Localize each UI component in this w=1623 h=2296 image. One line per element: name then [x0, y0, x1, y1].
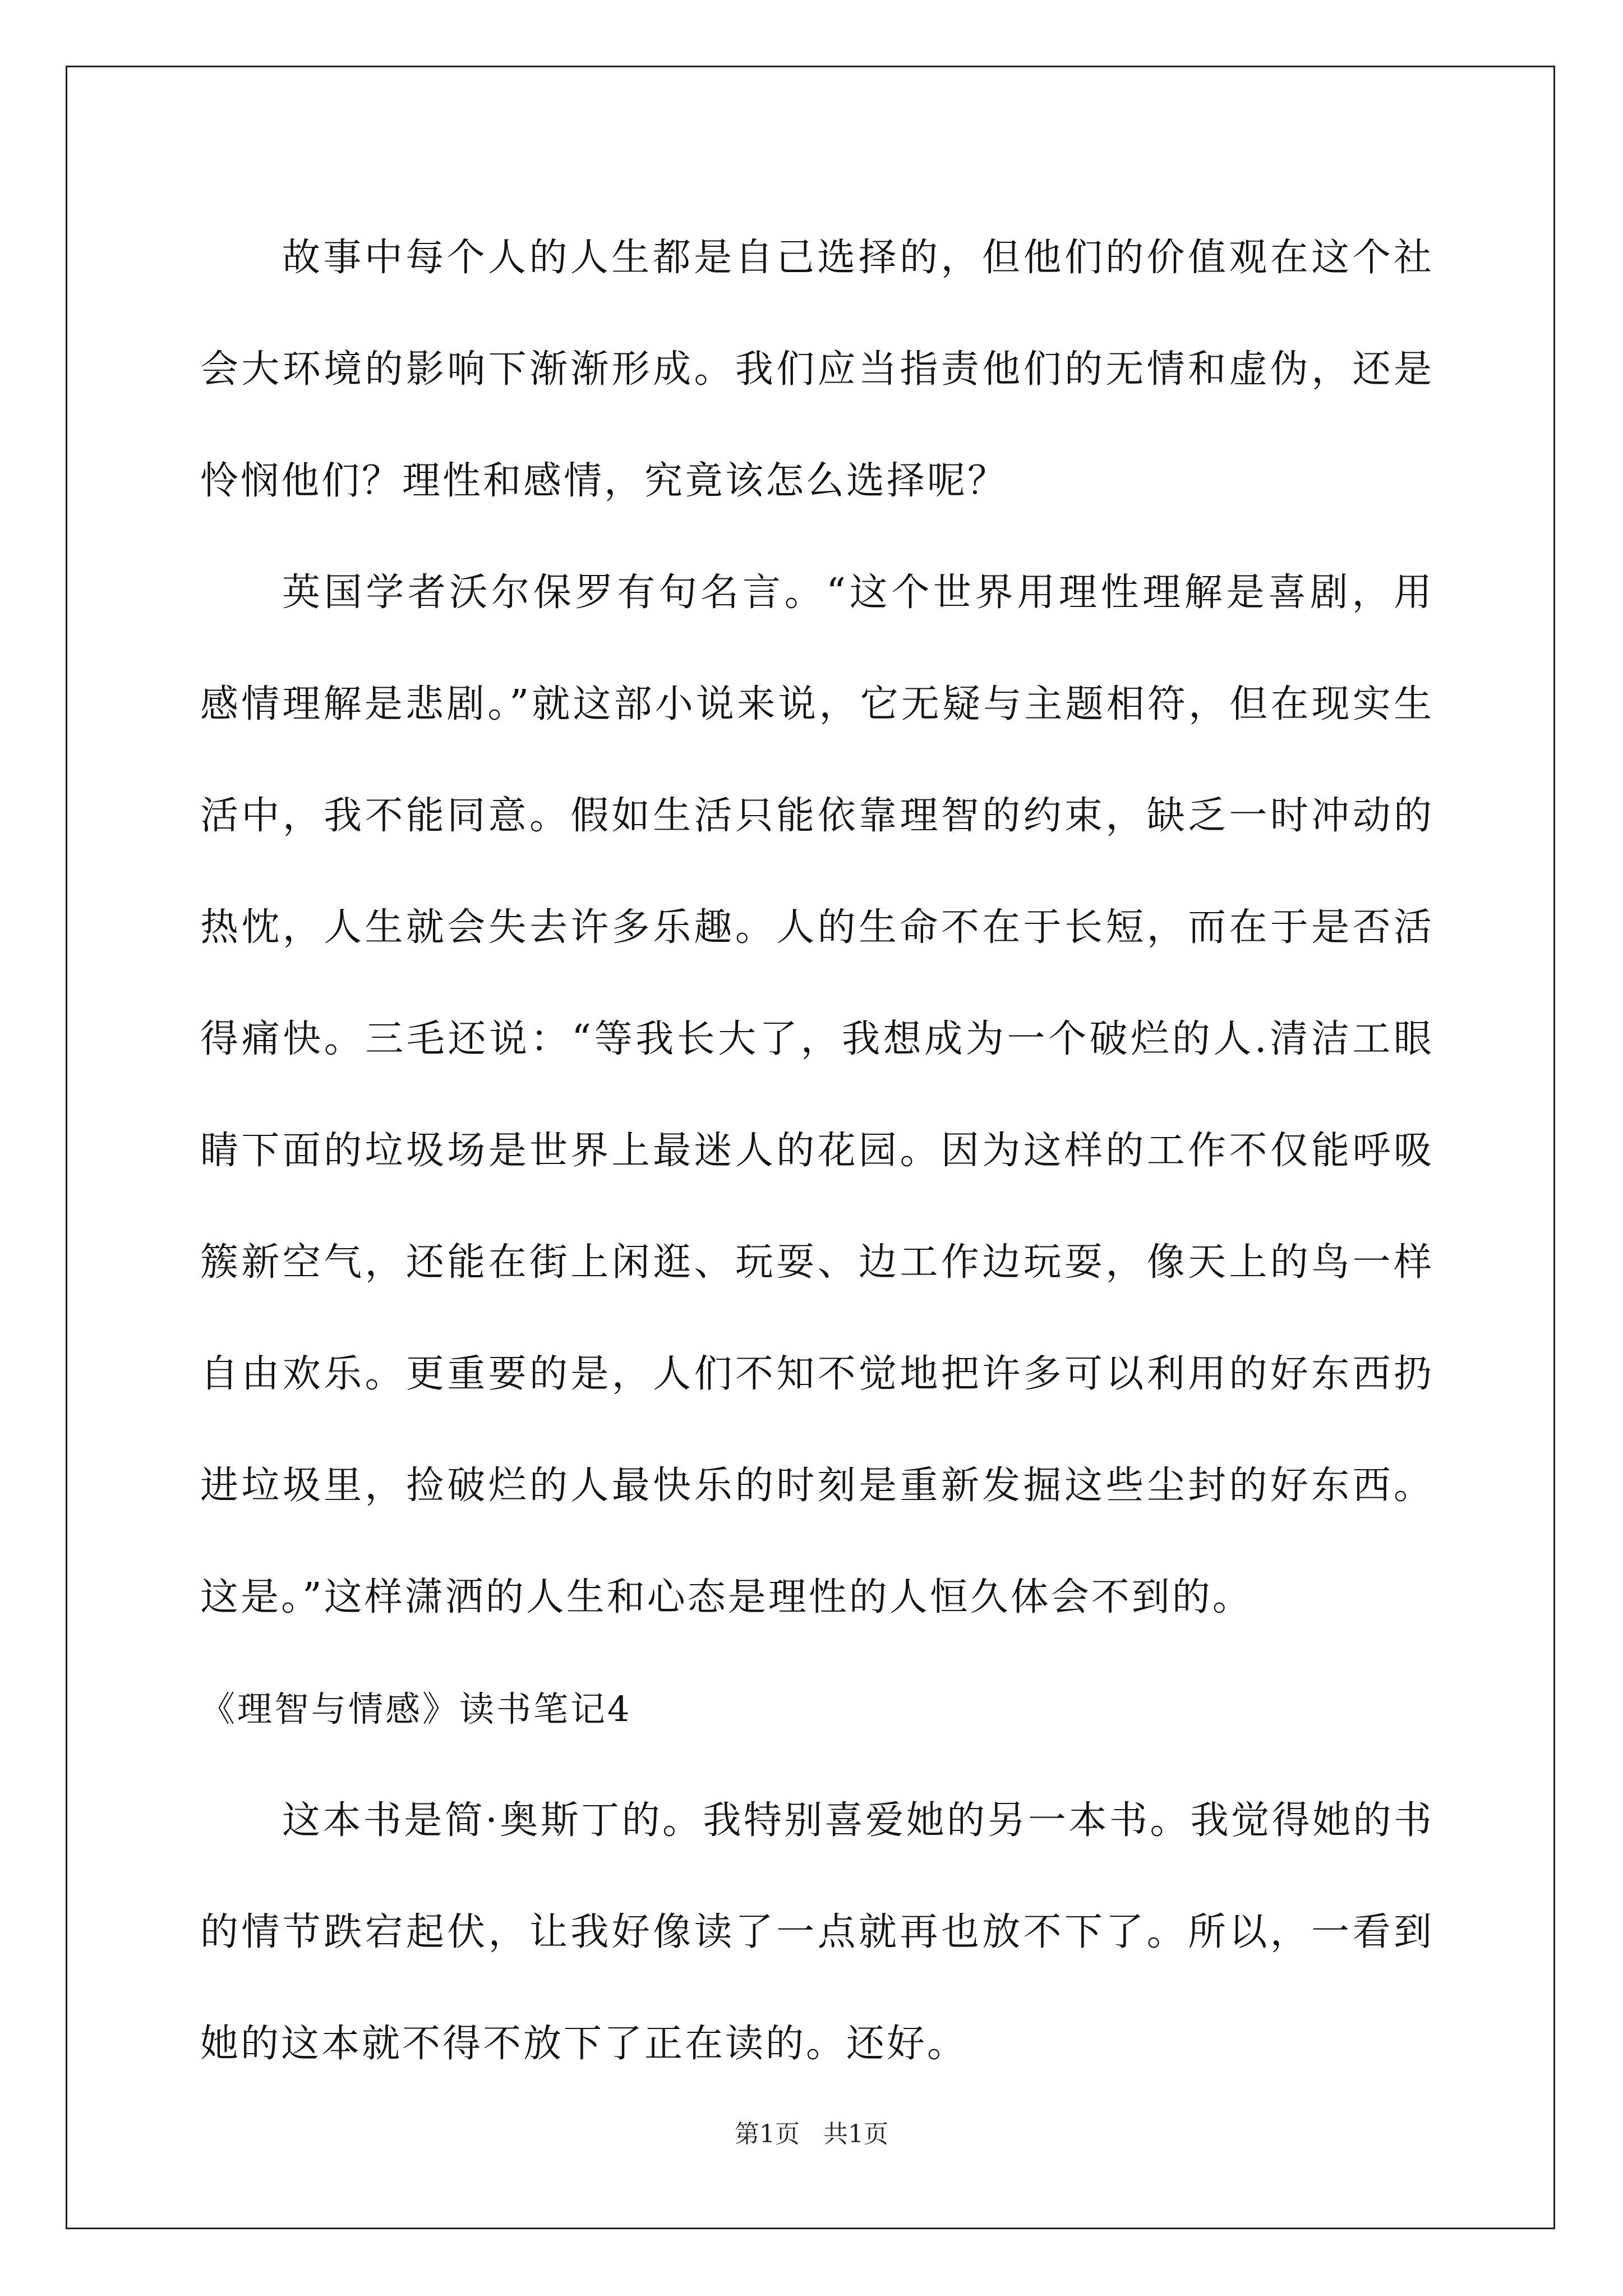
section-heading: 《理智与情感》读书笔记4	[200, 1688, 632, 1729]
document-body	[200, 202, 1434, 2100]
page-total: 共1页	[823, 2120, 888, 2148]
page-footer	[0, 2118, 1623, 2151]
page-number: 第1页	[735, 2120, 800, 2148]
paragraph-austen: 这本书是简·奥斯丁的。我特别喜爱她的另一本书。我觉得她的书的情节跌宕起伏，让我好像读了一点就再也放不下了。所以，一看到她的这本就不得不放下了正在读的。还好。	[200, 1798, 1434, 2066]
paragraph-choice: 故事中每个人的人生都是自己选择的，但他们的价值观在这个社会大环境的影响下渐渐形成。我们应当指责他们的无情和虚伪，还是怜悯他们？理性和感情，究竟该怎么选择呢？	[200, 236, 1434, 503]
paragraph-quote: 英国学者沃尔保罗有句名言。“这个世界用理性理解是喜剧，用感情理解是悲剧。”就这部小说来说，它无疑与主题相符，但在现实生活中，我不能同意。假如生活只能依靠理智的约束，缺乏一时冲动的热忱，人生就会失去许多乐趣。人的生命不在于长短，而在于是否活得痛快。三毛还说：“等我长大了，我想成为一个破烂的人.清洁工眼睛下面的垃圾场是世界上最迷人的花园。因为这样的工作不仅能呼吸簇新空气，还能在街上闲逛、玩耍、边工作边玩耍，像天上的鸟一样自由欢乐。更重要的是，人们不知不觉地把许多可以利用的好东西扔进垃圾里，捡破烂的人最快乐的时刻是重新发掘这些尘封的好东西。这是。”这样潇洒的人生和心态是理性的人恒久体会不到的。	[200, 570, 1434, 1619]
